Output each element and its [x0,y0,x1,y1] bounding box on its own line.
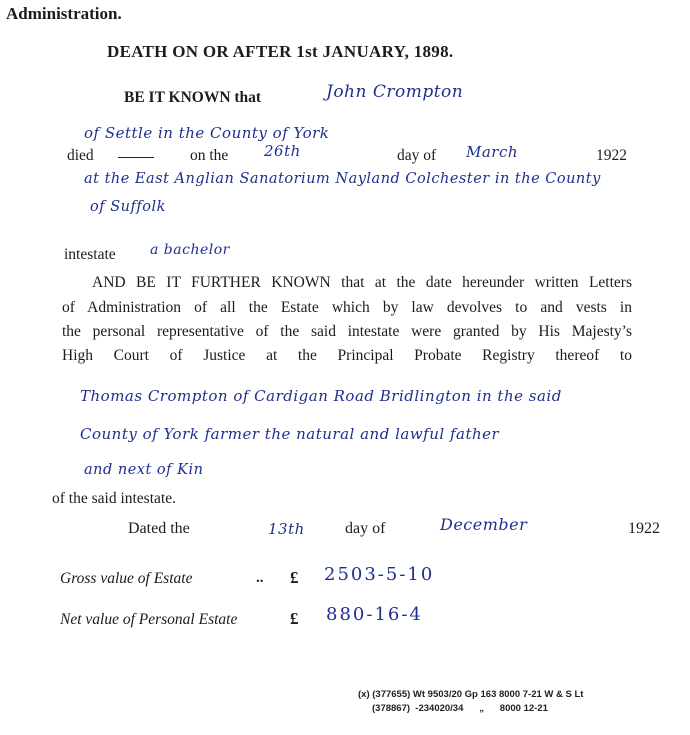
day-of-label: day of [397,147,437,164]
form-heading: DEATH ON OR AFTER 1st JANUARY, 1898. [107,42,454,61]
grantee-line-1: Thomas Crompton of Cardigan Road Bridlington in the said [80,387,562,405]
died-label: died [67,147,94,164]
dated-year: 1922 [628,520,660,537]
death-year: 1922 [596,147,627,164]
further-known-label: AND BE IT FURTHER KNOWN [92,274,331,291]
death-day-entry: 26th [264,142,301,160]
grantee-line-3: and next of Kin [84,462,204,478]
paragraph-line-1 [62,274,632,292]
form-type-label: Administration. [6,4,122,23]
net-pound-sign: £ [290,609,299,628]
blank-rule [118,148,154,158]
paragraph-line-3: the personal representative of the said intestate were granted by His Majesty’s [62,323,632,340]
gross-pound-sign: £ [290,568,299,587]
paragraph-line-2: of Administration of all the Estate which by law devolves to and vests in [62,299,632,316]
status-entry: a bachelor [150,242,230,258]
grantee-line-2: County of York farmer the natural and lawful father [80,425,500,443]
dated-the-label: Dated the [128,520,190,537]
printer-imprint-line-2: (378867) -234020/34 „ 8000 12-21 [372,703,548,714]
dated-month-entry: December [440,515,528,534]
deceased-name-entry: John Crompton [326,82,464,102]
dated-day-entry: 13th [268,520,305,538]
gross-value-label: Gross value of Estate [60,570,193,587]
residence-entry: of Settle in the County of York [84,124,330,142]
place-of-death-line-1: at the East Anglian Sanatorium Nayland Colchester in the County [84,171,601,187]
gross-dots: .. [256,570,264,586]
be-it-known-label: BE IT KNOWN that [124,89,262,106]
gross-value-entry: 2503-5-10 [324,564,435,585]
paragraph-line-4: High Court of Justice at the Principal Probate Registry thereof to [62,347,632,364]
death-month-entry: March [466,143,519,161]
place-of-death-line-2: of Suffolk [90,199,166,215]
dated-day-of-label: day of [345,520,386,537]
net-value-entry: 880-16-4 [326,604,423,625]
printer-imprint-line-1: (x) (377655) Wt 9503/20 Gp 163 8000 7-21 W & S Lt [358,689,584,700]
net-value-label: Net value of Personal Estate [60,611,238,628]
on-the-label: on the [190,147,229,164]
of-said-intestate-label: of the said intestate. [52,490,176,507]
intestate-label: intestate [64,246,116,263]
paragraph-line-1-rest: that at the date hereunder written Letters [341,274,632,291]
